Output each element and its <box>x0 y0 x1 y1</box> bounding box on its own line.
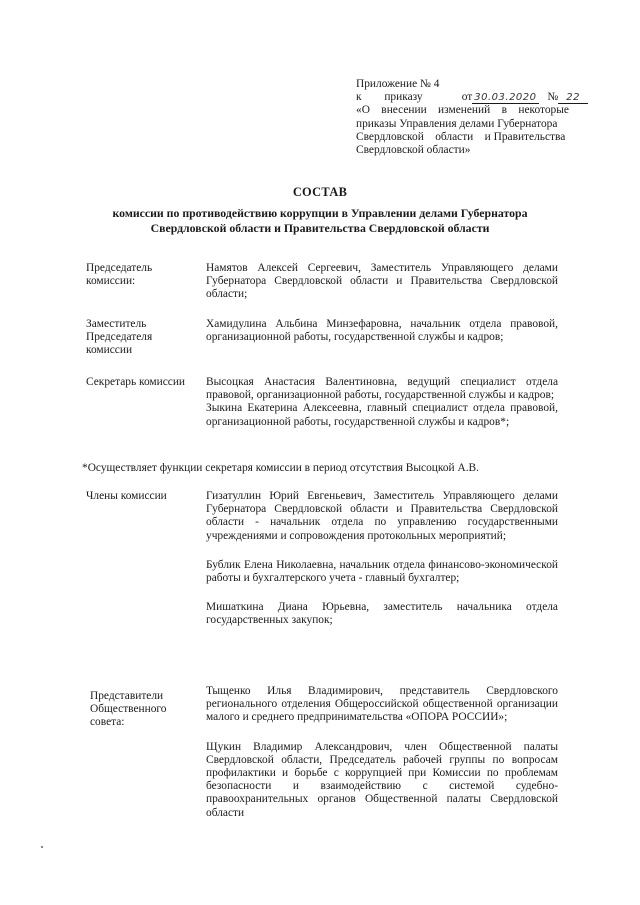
deputy-description: Хамидулина Альбина Минзефаровна, начальник отдела правовой, организационной работы, государственной службы и кадров; <box>206 318 558 344</box>
representatives-label: Представители Общественного совета: <box>90 690 167 729</box>
member-item: Бублик Елена Николаевна, начальник отдела финансово-экономической работы и бухгалтерского учета - главный бухгалтер; <box>206 558 558 585</box>
secretary-description-2: Зыкина Екатерина Алексеевна, главный специалист отдела правовой, организационной работы, государственной службы и кадров*; <box>206 402 558 428</box>
order-about-line3: Свердловской области и Правительства <box>356 130 566 143</box>
secretary-description-1: Высоцкая Анастасия Валентиновна, ведущий специалист отдела правовой, организационной работы, государственной службы и кадров; <box>206 376 558 402</box>
order-about-line2: приказы Управления делами Губернатора <box>356 117 558 130</box>
member-item: Гизатуллин Юрий Евгеньевич, Заместитель Управляющего делами Губернатора Свердловской области и Правительства Свердловской области - начальник отдела по управлению государственными учреждениями и сопровождения протокольных мероприятий; <box>206 490 558 542</box>
members-label: Члены комиссии <box>86 490 167 502</box>
secretary-label: Секретарь комиссии <box>86 376 186 388</box>
chairman-description: Намятов Алексей Сергеевич, Заместитель Управляющего делами Губернатора Свердловской области и Правительства Свердловской области; <box>206 262 558 301</box>
order-about-line1: «О внесении изменений в некоторые <box>356 104 569 117</box>
order-reference <box>356 91 588 104</box>
deputy-text <box>206 318 558 344</box>
order-about-line4: Свердловской области» <box>356 144 471 157</box>
representatives-text <box>206 685 558 820</box>
secretary-text <box>206 376 558 429</box>
representative-item: Тыщенко Илья Владимирович, представитель Свердловского регионального отделения Общероссийской общественной организации малого и среднего предпринимательства «ОПОРА РОССИИ»; <box>206 685 558 724</box>
representative-item: Щукин Владимир Александрович, член Общественной палаты Свердловской области, Председатель рабочей группы по вопросам профилактики и борьбе с коррупцией при Комиссии по проблемам безопасности и взаимодействию с системой судебно-правоохранительных органов Общественной палаты Свердловской области <box>206 740 558 819</box>
order-no-label: № <box>547 91 559 104</box>
chairman-label: Председатель комиссии: <box>86 262 153 288</box>
appendix-header <box>356 78 588 157</box>
chairman-text <box>206 262 558 302</box>
secretary-footnote: *Осуществляет функции секретаря комиссии в период отсутствия Высоцкой А.В. <box>82 462 479 474</box>
document-title: СОСТАВ <box>292 185 348 199</box>
order-from: от <box>461 91 473 104</box>
order-date-group <box>462 91 588 104</box>
order-prefix: к приказу <box>356 91 423 104</box>
scan-speck <box>41 846 43 848</box>
order-date: 30.03.2020 <box>474 92 537 104</box>
deputy-label: Заместитель Председателя комиссии <box>86 318 153 357</box>
member-item: Мишаткина Диана Юрьевна, заместитель начальника отдела государственных закупок; <box>206 601 558 627</box>
document-subtitle: комиссии по противодействию коррупции в Управлении делами Губернатора Свердловской области и Правительства Свердловской области <box>112 206 528 235</box>
members-text <box>206 490 558 628</box>
appendix-number: Приложение № 4 <box>356 78 440 90</box>
order-number: 22 <box>558 92 588 104</box>
